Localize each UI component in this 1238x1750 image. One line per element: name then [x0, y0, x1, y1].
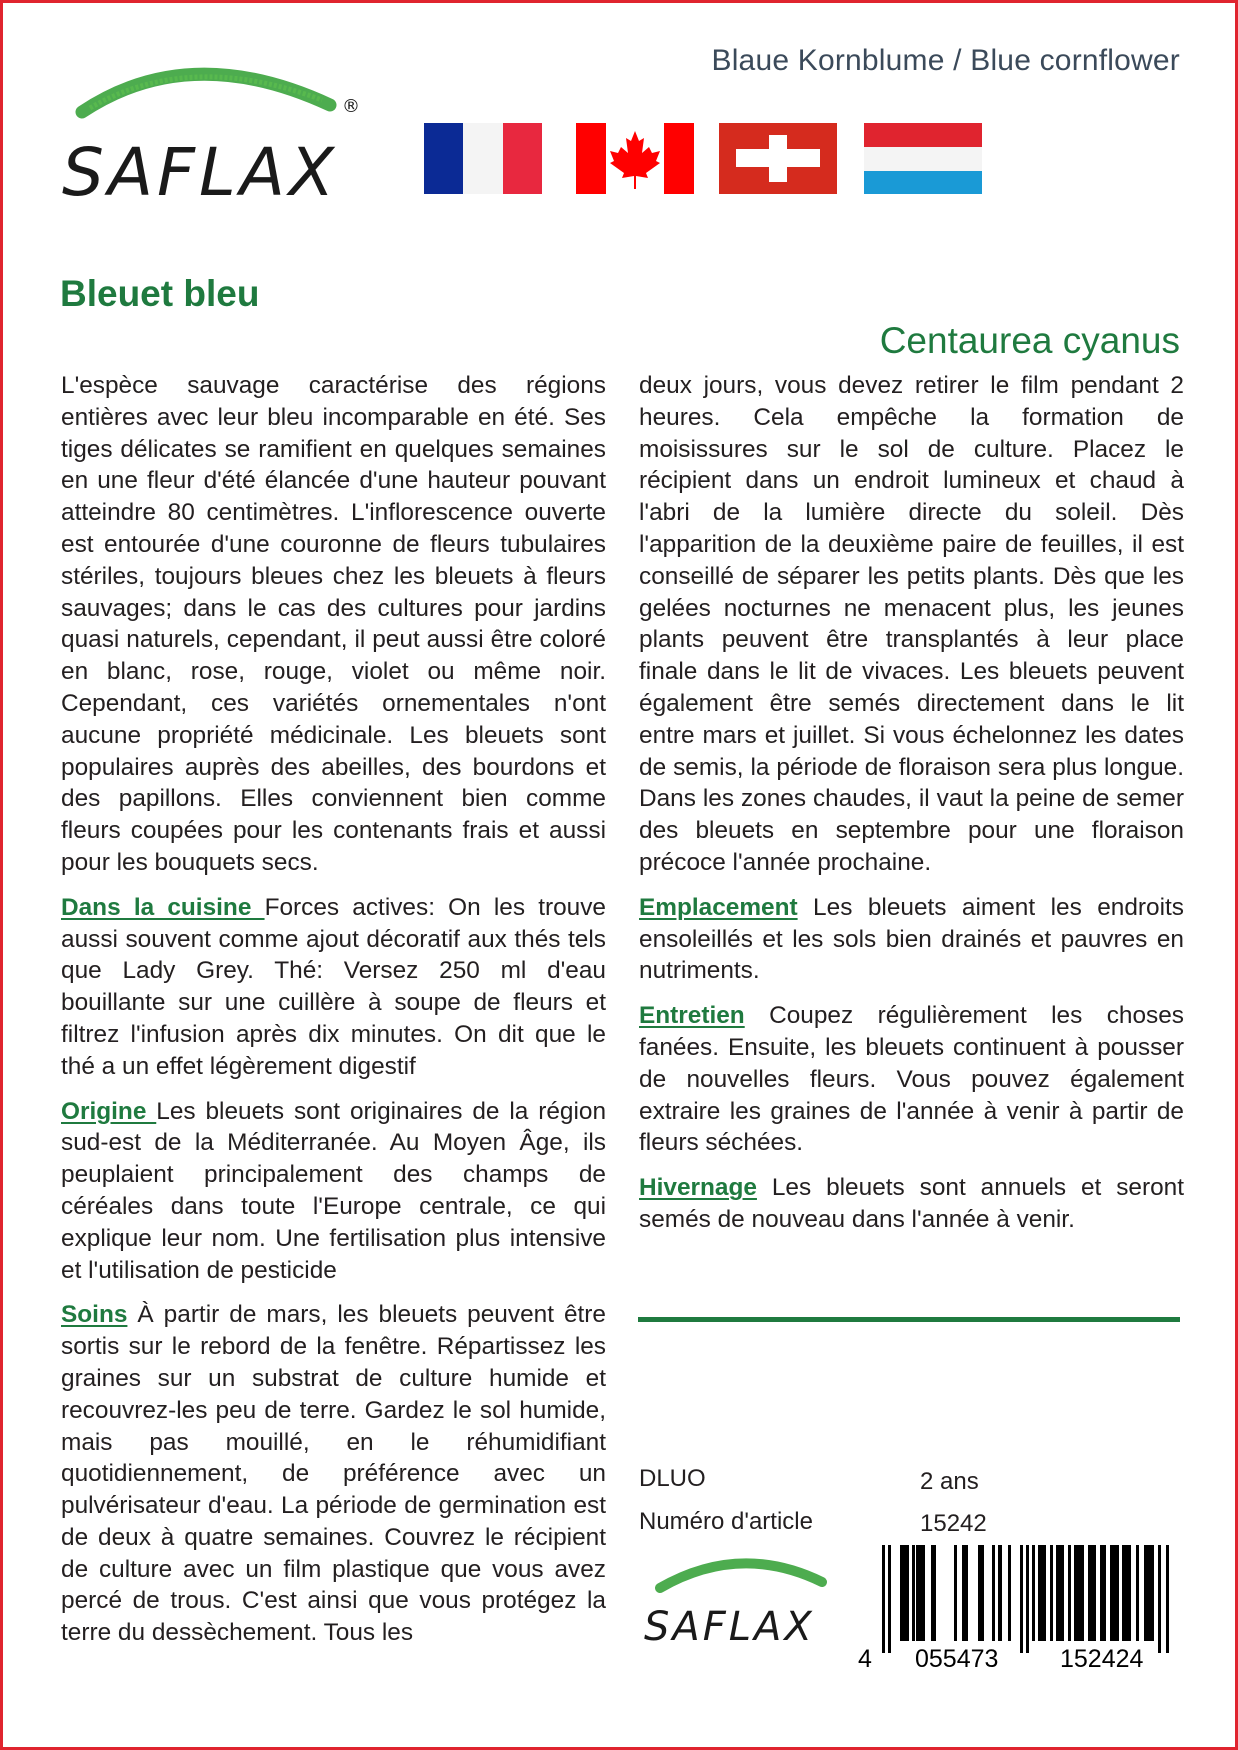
section-text: Forces actives: On les trouve aussi souvent comme ajout décoratif aux thés tels que Lady Grey. Thé: Versez 250 ml d'eau bouillante sur une cuillère à soupe de fleurs et filtrez l'infusion après dix minutes. On dit que le thé a un effet légèrement digestif: [61, 893, 607, 1080]
divider-rule: [638, 1317, 1180, 1322]
article-label: Numéro d'article: [639, 1508, 813, 1535]
article-value: 15242: [920, 1510, 987, 1537]
canada-flag-icon: [576, 123, 694, 194]
svg-text:SAFLAX: SAFLAX: [62, 134, 339, 210]
svg-text:SAFLAX: SAFLAX: [644, 1604, 815, 1650]
barcode: [860, 1545, 1190, 1685]
right-column: [639, 370, 1184, 1249]
barcode-left-digits: 055473: [915, 1645, 999, 1673]
section-maintenance: [639, 1000, 1184, 1159]
section-text: Les bleuets sont annuels et seront semés de nouveau dans l'année à venir.: [639, 1174, 1184, 1233]
section-kitchen: [61, 892, 606, 1083]
section-text: À partir de mars, les bleuets peuvent être sortis sur le rebord de la fenêtre. Répartissez les graines sur un substrat de culture humide et recouvrez-les peu de terre. Gardez le sol humide, mais pas mouillé, en le réhumidifiant quotidiennement, de préférence avec un pulvérisateur d'eau. La période de germination est de deux à quatre semaines. Couvrez le récipient de culture avec un film plastique que vous avez percé de trous. C'est ainsi que vous protégez la terre du dessèchement. Tous les: [61, 1301, 606, 1647]
luxembourg-flag-icon: [864, 123, 982, 194]
section-text: Les bleuets aiment les endroits ensoleillés et les sols bien drainés et pauvres en nutriments.: [639, 893, 1184, 985]
continuation-paragraph: deux jours, vous devez retirer le film pendant 2 heures. Cela empêche la formation de moisissures sur le sol de culture. Placez le récipient dans un endroit lumineux et chaud à l'abri de la lumière directe du soleil. Dès l'apparition de la deuxième paire de feuilles, il est conseillé de séparer les petits plants. Dès que les gelées nocturnes ne menacent plus, les jeunes plants peuvent être transplantés à leur place finale dans le lit de vivaces. Les bleuets peuvent également être semés directement dans le lit entre mars et juillet. Si vous échelonnez les dates de semis, la période de floraison sera plus longue. Dans les zones chaudes, il vaut la peine de semer des bleuets en septembre pour une floraison précoce l'année prochaine.: [639, 372, 1184, 876]
section-heading: Hivernage: [639, 1174, 757, 1202]
intro-paragraph: L'espèce sauvage caractérise des régions entières avec leur bleu incomparable en été. Ses tiges délicates se ramifient en quelques semaines en une fleur d'été élancée d'une hauteur pouvant atteindre 80 centimètres. L'inflorescence ouverte est entourée d'une couronne de fleurs tubulaires stériles, toujours bleues chez les bleuets à fleurs sauvages; dans le cas des cultures pour jardins quasi naturels, cependant, il peut aussi être coloré en blanc, rose, rouge, violet ou même noir. Cependant, ces variétés ornementales n'ont aucune propriété médicinale. Les bleuets sont populaires auprès des abeilles, des bourdons et des papillons. Elles conviennent bien comme fleurs coupées pour les contenants frais et aussi pour les bouquets secs.: [61, 372, 606, 876]
section-heading: Soins: [61, 1301, 128, 1329]
barcode-right-digits: 152424: [1060, 1645, 1144, 1673]
france-flag-icon: [424, 123, 542, 194]
section-care: [61, 1299, 606, 1649]
barcode-bars-icon: [860, 1545, 1190, 1655]
dluo-label: DLUO: [639, 1465, 706, 1492]
page-title: Bleuet bleu: [60, 273, 260, 314]
saflax-logo: [60, 50, 410, 210]
svg-text:®: ®: [342, 96, 360, 117]
section-origin: [61, 1096, 606, 1287]
barcode-first-digit: 4: [858, 1645, 872, 1673]
section-text: Les bleuets sont originaires de la région sud-est de la Méditerranée. Au Moyen Âge, ils peuplaient principalement des champs de céréales dans toute l'Europe centrale, ce qui explique leur nom. Une fertilisation plus intensive et l'utilisation de pesticide: [61, 1097, 607, 1284]
switzerland-flag-icon: [719, 123, 837, 194]
section-heading: Entretien: [639, 1002, 745, 1030]
dluo-value: 2 ans: [920, 1468, 979, 1495]
left-column: [61, 370, 606, 1662]
subtitle: Blaue Kornblume / Blue cornflower: [711, 44, 1180, 77]
saflax-logo-small: [640, 1550, 850, 1650]
section-text: Coupez régulièrement les choses fanées. Ensuite, les bleuets continuent à pousser de nouvelles fleurs. Vous pouvez également extraire les graines de l'année à venir à partir de fleurs séchées.: [639, 1002, 1184, 1157]
section-heading: Emplacement: [639, 893, 798, 921]
latin-name: Centaurea cyanus: [879, 320, 1180, 361]
section-wintering: [639, 1172, 1184, 1236]
section-location: [639, 892, 1184, 987]
section-heading: Dans la cuisine: [61, 893, 265, 921]
section-heading: Origine: [61, 1097, 157, 1125]
